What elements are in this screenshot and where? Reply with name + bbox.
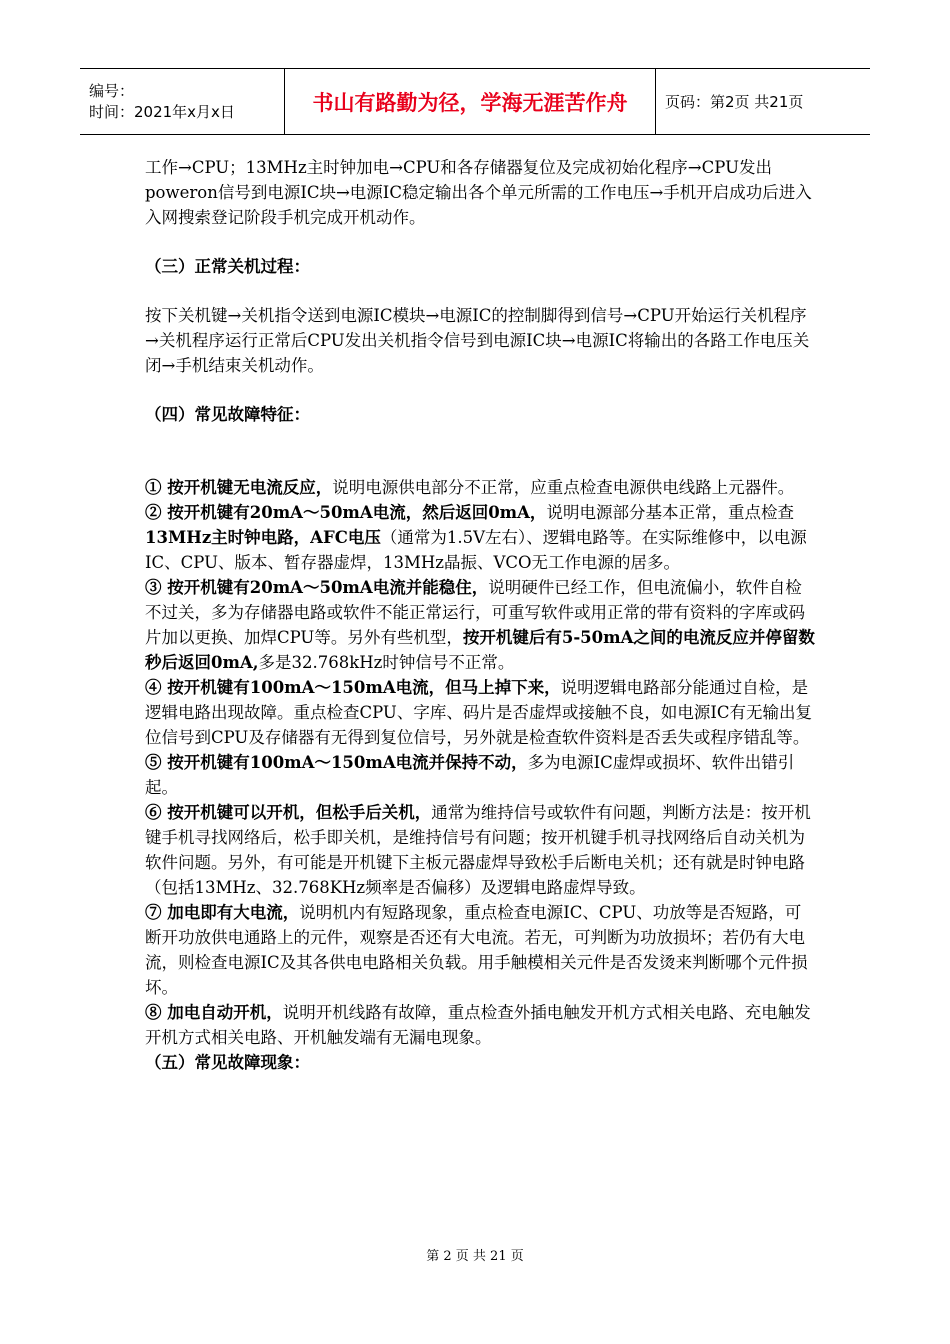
fault-item-8 xyxy=(145,1000,817,1050)
fault-item-5 xyxy=(145,750,817,800)
paragraph-startup-end: 工作→CPU；13MHz主时钟加电→CPU和各存储器复位及完成初始化程序→CPU发出poweron信号到电源IC块→电源IC稳定输出各个单元所需的工作电压→手机开启成功后进入入网搜索登记阶段手机完成开机动作。 xyxy=(145,158,812,227)
fault-4-text: 说明逻辑电路部分能通过自检，是逻辑电路出现故障。重点检查CPU、字库、码片是否虚焊或接触不良，如电源IC有无输出复位信号到CPU及存储器有无得到复位信号，另外就是检查软件资料是否丢失或程序错乱等。 xyxy=(145,678,812,747)
fault-2-title: ② 按开机键有20mA～50mA电流，然后返回0mA， xyxy=(145,503,547,522)
header-meta xyxy=(80,69,284,134)
fault-3-title: ③ 按开机键有20mA～50mA电流并能稳住， xyxy=(145,578,489,597)
fault-2-emphasis: 13MHz主时钟电路，AFC电压 xyxy=(145,528,381,547)
fault-5-text: 多为电源IC虚焊或损坏、软件出错引起。 xyxy=(145,753,795,797)
fault-6-text: 通常为维持信号或软件有问题，判断方法是：按开机键手机寻找网络后，松手即关机，是维持信号有问题；按开机键手机寻找网络后自动关机为软件问题。另外，有可能是开机键下主板元器虚焊导致松手后断电关机；还有就是时钟电路（包括13MHz、32.768KHz频率是否偏移）及逻辑电路虚焊导致。 xyxy=(145,803,811,897)
fault-item-2 xyxy=(145,500,817,575)
header-motto: 书山有路勤为径，学海无涯苦作舟 xyxy=(284,69,656,134)
header-page-info: 页码：第2页 共21页 xyxy=(665,93,804,111)
fault-2-text: 说明电源部分基本正常，重点检查 xyxy=(546,503,794,522)
fault-3-text: 说明硬件已经工作，但电流偏小，软件自检不过关，多为存储器电路或软件不能正常运行，可重写软件或用正常的带有资料的字库或码片加以更换、加焊CPU等。另外有些机型， xyxy=(145,578,805,647)
fault-2-text-cont: （通常为1.5V左右）、逻辑电路等。在实际维修中，以电源IC、CPU、版本、暂存器虚焊，13MHz晶振、VCO无工作电源的居多。 xyxy=(145,528,807,572)
fault-3-emphasis: 按开机键后有5-50mA之间的电流反应并停留数秒后返回0mA, xyxy=(145,628,815,672)
paragraph-shutdown: 按下关机键→关机指令送到电源IC模块→电源IC的控制脚得到信号→CPU开始运行关机程序→关机程序运行正常后CPU发出关机指令信号到电源IC块→电源IC将输出的各路工作电压关闭→手机结束关机动作。 xyxy=(145,306,810,375)
fault-1-title: ① 按开机键无电流反应， xyxy=(145,478,333,497)
fault-item-4 xyxy=(145,675,817,750)
page-header xyxy=(80,68,870,135)
fault-8-text: 说明开机线路有故障，重点检查外插电触发开机方式相关电路、充电触发开机方式相关电路、开机触发端有无漏电现象。 xyxy=(145,1003,811,1047)
fault-3-text-cont: 多是32.768kHz时钟信号不正常。 xyxy=(258,653,515,672)
fault-7-text: 说明机内有短路现象，重点检查电源IC、CPU、功放等是否短路，可断开功放供电通路上的元件，观察是否还有大电流。若无，可判断为功放损坏；若仍有大电流，则检查电源IC及其各供电电路相关负载。用手触模相关元件是否发烫来判断哪个元件损坏。 xyxy=(145,903,808,997)
section-heading-4: （四）常见故障特征： xyxy=(145,405,310,424)
section-heading-3: （三）正常关机过程： xyxy=(145,257,310,276)
fault-item-1 xyxy=(145,475,817,500)
section-heading-5: （五）常见故障现象： xyxy=(145,1053,310,1072)
fault-4-title: ④ 按开机键有100mA～150mA电流，但马上掉下来， xyxy=(145,678,561,697)
page-footer: 第 2 页 共 21 页 xyxy=(426,1249,524,1264)
fault-7-title: ⑦ 加电即有大电流， xyxy=(145,903,300,922)
fault-1-text: 说明电源供电部分不正常，应重点检查电源供电线路上元器件。 xyxy=(332,478,795,497)
fault-item-3 xyxy=(145,575,817,675)
doc-code-label: 编号： xyxy=(89,81,135,100)
doc-date: 时间：2021年x月x日 xyxy=(89,102,235,121)
fault-8-title: ⑧ 加电自动开机， xyxy=(145,1003,283,1022)
fault-6-title: ⑥ 按开机键可以开机，但松手后关机， xyxy=(145,803,432,822)
fault-5-title: ⑤ 按开机键有100mA～150mA电流并保持不动， xyxy=(145,753,528,772)
fault-item-7 xyxy=(145,900,817,1000)
document-body xyxy=(145,155,817,1075)
fault-item-6 xyxy=(145,800,817,900)
